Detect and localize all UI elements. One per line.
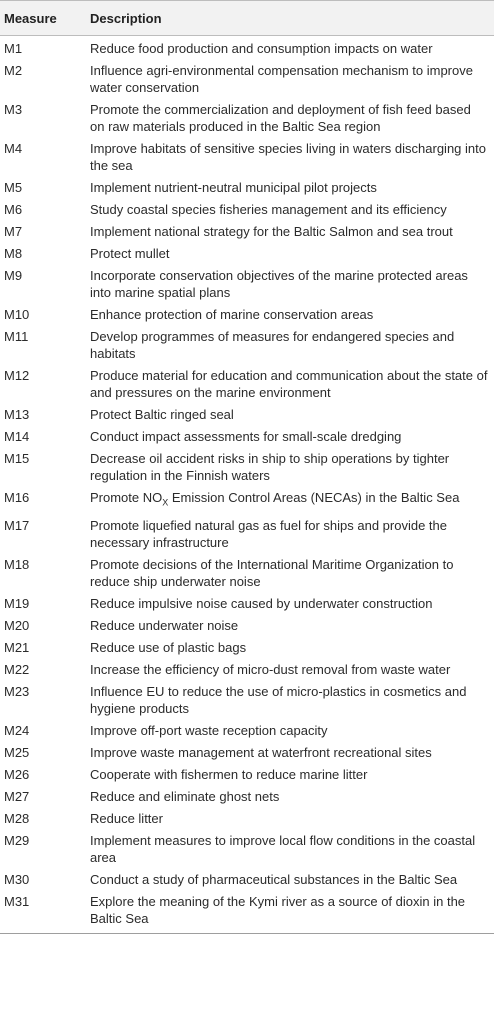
table-row xyxy=(0,764,494,786)
measure-cell: M18 xyxy=(4,556,30,572)
table-row xyxy=(0,448,494,487)
table-row xyxy=(0,199,494,221)
description-cell: Protect mullet xyxy=(90,246,170,261)
measure-cell: M28 xyxy=(4,810,30,826)
column-header-description: Description xyxy=(84,1,494,36)
table-row xyxy=(0,304,494,326)
table-row xyxy=(0,487,494,515)
measure-cell: M2 xyxy=(4,63,23,78)
table-row xyxy=(0,808,494,830)
measure-cell: M4 xyxy=(4,141,23,156)
table-row xyxy=(0,891,494,934)
table-body xyxy=(0,36,494,934)
measure-cell: M29 xyxy=(4,832,30,848)
description-cell: Promote liquefied natural gas as fuel for ships and provide the necessary infrastructure xyxy=(90,517,447,550)
measure-cell: M10 xyxy=(4,307,30,322)
description-cell xyxy=(84,487,494,515)
description-cell: Influence agri-environmental compensation mechanism to improve water conservation xyxy=(90,63,473,95)
description-cell: Implement nutrient-neutral municipal pilot projects xyxy=(90,180,377,195)
table-row xyxy=(0,221,494,243)
measure-cell: M9 xyxy=(4,268,23,283)
description-cell: Conduct impact assessments for small-scale dredging xyxy=(90,429,402,444)
description-cell: Cooperate with fishermen to reduce marine litter xyxy=(90,766,368,782)
measure-cell: M26 xyxy=(4,766,30,782)
table-header xyxy=(0,1,494,36)
header-row xyxy=(0,1,494,36)
description-text-before: Promote NO xyxy=(90,490,163,505)
table-row xyxy=(0,243,494,265)
description-cell: Implement national strategy for the Baltic Salmon and sea trout xyxy=(90,224,453,239)
table-row xyxy=(0,326,494,365)
table-row xyxy=(0,60,494,99)
table-row xyxy=(0,830,494,869)
description-cell: Implement measures to improve local flow conditions in the coastal area xyxy=(90,832,476,865)
description-cell: Reduce litter xyxy=(90,810,163,826)
measure-cell: M8 xyxy=(4,246,23,261)
description-cell: Study coastal species fisheries management and its efficiency xyxy=(90,202,447,217)
measure-cell: M25 xyxy=(4,744,30,760)
description-cell: Protect Baltic ringed seal xyxy=(90,407,234,422)
measure-cell: M17 xyxy=(4,517,30,533)
measure-cell: M11 xyxy=(4,329,29,344)
description-cell: Reduce and eliminate ghost nets xyxy=(90,788,280,804)
table-row xyxy=(0,99,494,138)
measure-cell: M22 xyxy=(4,661,30,677)
description-cell: Promote decisions of the International Maritime Organization to reduce ship underwater noise xyxy=(90,556,454,589)
description-cell: Promote the commercialization and deployment of fish feed based on raw materials produced in the Baltic Sea region xyxy=(90,102,471,134)
table-row xyxy=(0,637,494,659)
measure-cell: M24 xyxy=(4,722,30,738)
table-row xyxy=(0,615,494,637)
table-row xyxy=(0,742,494,764)
table-row xyxy=(0,365,494,404)
measure-cell: M12 xyxy=(4,368,30,383)
description-cell: Improve habitats of sensitive species living in waters discharging into the sea xyxy=(90,141,486,173)
table-row xyxy=(0,869,494,891)
measure-cell: M14 xyxy=(4,429,30,444)
description-cell: Develop programmes of measures for endangered species and habitats xyxy=(90,329,455,361)
description-cell: Incorporate conservation objectives of the marine protected areas into marine spatial plans xyxy=(90,268,468,300)
description-cell: Increase the efficiency of micro-dust removal from waste water xyxy=(90,661,451,677)
measure-cell: M3 xyxy=(4,102,23,117)
description-cell: Conduct a study of pharmaceutical substances in the Baltic Sea xyxy=(90,871,458,887)
table-row xyxy=(0,138,494,177)
measure-cell: M7 xyxy=(4,224,23,239)
description-cell: Improve waste management at waterfront recreational sites xyxy=(90,744,432,760)
description-cell: Produce material for education and communication about the state of and pressures on the marine environment xyxy=(90,368,488,400)
column-header-measure: Measure xyxy=(0,1,84,36)
measure-cell: M6 xyxy=(4,202,23,217)
table-row xyxy=(0,177,494,199)
measure-cell: M5 xyxy=(4,180,23,195)
description-cell: Reduce impulsive noise caused by underwater construction xyxy=(90,595,433,611)
measure-cell: M15 xyxy=(4,451,30,466)
table-row xyxy=(0,681,494,720)
description-cell: Improve off-port waste reception capacity xyxy=(90,722,328,738)
table-row xyxy=(0,659,494,681)
description-cell: Reduce food production and consumption impacts on water xyxy=(90,41,433,56)
description-cell: Reduce use of plastic bags xyxy=(90,639,247,655)
measure-cell: M31 xyxy=(0,891,84,934)
table-row xyxy=(0,554,494,593)
description-text-after: Emission Control Areas (NECAs) in the Baltic Sea xyxy=(168,490,460,505)
table-row xyxy=(0,720,494,742)
measure-cell: M20 xyxy=(4,617,30,633)
table-row xyxy=(0,786,494,808)
table-row xyxy=(0,36,494,61)
description-subscript: X xyxy=(162,497,169,508)
table-row xyxy=(0,265,494,304)
description-cell: Explore the meaning of the Kymi river as a source of dioxin in the Baltic Sea xyxy=(84,891,494,934)
description-cell: Influence EU to reduce the use of micro-plastics in cosmetics and hygiene products xyxy=(90,683,467,716)
measure-cell: M19 xyxy=(4,595,30,611)
table-row xyxy=(0,426,494,448)
measure-cell: M27 xyxy=(4,788,30,804)
measure-cell: M16 xyxy=(4,490,30,505)
table-row xyxy=(0,404,494,426)
measure-cell: M1 xyxy=(4,41,23,56)
measure-cell: M13 xyxy=(4,407,30,422)
description-cell: Reduce underwater noise xyxy=(90,617,239,633)
table-row xyxy=(0,515,494,554)
measure-cell: M30 xyxy=(4,871,30,887)
measure-cell: M21 xyxy=(4,639,30,655)
description-cell: Enhance protection of marine conservation areas xyxy=(90,307,374,322)
description-cell: Decrease oil accident risks in ship to ship operations by tighter regulation in the Finnish waters xyxy=(90,451,450,483)
table-row xyxy=(0,593,494,615)
measure-cell: M23 xyxy=(4,683,30,699)
